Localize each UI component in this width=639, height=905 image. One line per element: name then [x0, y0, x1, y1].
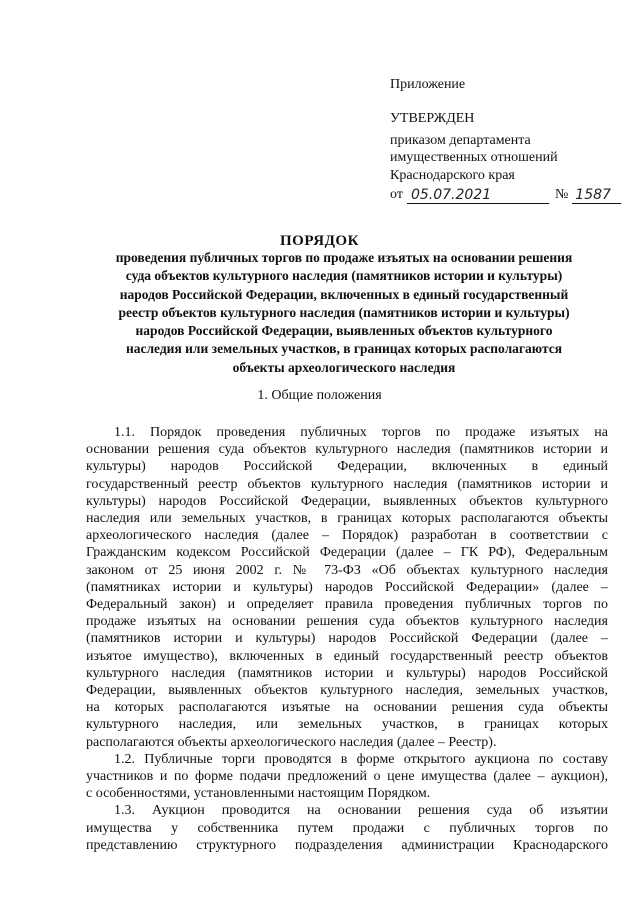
- body-line: Федерации, выявленных объектов культурного наследия, земельных участков,: [86, 683, 608, 699]
- body-line: на которых располагаются изъятые на основании решения суда объекты: [86, 700, 608, 716]
- subtitle-line: народов Российской Федерации, выявленных объектов культурного: [135, 323, 553, 339]
- approval-block: [390, 110, 621, 204]
- body-line: (памятниках истории и культуры) народов Российской Федерации» (далее –: [86, 579, 608, 595]
- document-body: [86, 424, 608, 854]
- appendix-label: Приложение: [390, 77, 466, 92]
- order-date-line: [390, 186, 621, 204]
- document-title: ПОРЯДОК: [280, 233, 359, 249]
- subtitle-line: проведения публичных торгов по продаже изъятых на основании решения: [115, 250, 573, 265]
- body-line: участников и по форме подачи предложений о цене имущества (далее – аукцион),: [86, 769, 608, 785]
- body-line: государственный реестр объектов культурного наследия (памятников истории и: [86, 476, 608, 492]
- body-line: культуры) народов Российской Федерации, включенных в единый: [86, 459, 608, 475]
- number-prefix: №: [554, 187, 569, 202]
- order-date: 05.07.2021: [407, 187, 549, 204]
- order-line: Краснодарского края: [390, 167, 515, 183]
- body-line: изъятое имущество), включенных в единый государственный реестр объектов: [86, 648, 608, 664]
- section-heading: 1. Общие положения: [257, 388, 382, 403]
- body-line: культуры) народов Российской Федерации, выявленных объектов культурного: [86, 493, 608, 509]
- subtitle-line: суда объектов культурного наследия (памятников истории и культуры): [125, 268, 563, 284]
- date-prefix: от: [390, 187, 403, 202]
- body-line: имущества у собственника путем продажи с публичных торгов по: [86, 820, 608, 836]
- body-line: наследия или земельных участков, в границах которых располагаются объекты: [86, 511, 608, 527]
- body-line: продаже изъятых на основании решения суда объектов культурного наследия: [86, 614, 608, 630]
- order-number: 1587: [572, 187, 621, 204]
- body-line: законом от 25 июня 2002 г. № 73-ФЗ «Об объектах культурного наследия: [86, 562, 608, 578]
- body-line: культурного наследия, или земельных участков, в границах которых: [86, 717, 608, 733]
- order-line: приказом департамента: [390, 132, 531, 148]
- body-line: 1.1. Порядок проведения публичных торгов по продаже изъятых на: [114, 425, 608, 440]
- body-line: с особенностями, установленными настоящим Порядком.: [86, 786, 431, 802]
- body-line: располагаются объекты археологического наследия (далее – Реестр).: [86, 734, 497, 750]
- subtitle-line: наследия или земельных участков, в границах которых располагаются: [125, 341, 563, 357]
- body-line: Гражданским кодексом Российской Федерации (далее – ГК РФ), Федеральным: [86, 545, 608, 561]
- approved-label: УТВЕРЖДЕН: [390, 111, 475, 126]
- body-line: представлению структурного подразделения администрации Краснодарского: [86, 837, 608, 853]
- body-line: 1.3. Аукцион проводится на основании решения суда об изъятии: [114, 803, 608, 819]
- order-line: имущественных отношений: [390, 150, 558, 165]
- body-line: 1.2. Публичные торги проводятся в форме открытого аукциона по составу: [114, 751, 608, 767]
- body-line: Федеральный закон) и определяет правила проведения публичных торгов по: [86, 597, 608, 613]
- subtitle-line: реестр объектов культурного наследия (памятников истории и культуры): [118, 304, 570, 320]
- body-line: культурного наследия (памятников истории и культуры) народов Российской: [86, 665, 608, 681]
- body-line: (памятников истории и культуры) народов Российской Федерации (далее –: [86, 631, 608, 647]
- document-subtitle: [82, 249, 606, 377]
- body-line: основании решения суда объектов культурного наследия (памятников истории и: [86, 442, 608, 458]
- body-line: археологического наследия (далее – Порядок) разработан в соответствии с: [86, 528, 608, 544]
- subtitle-line: объекты археологического наследия: [232, 359, 456, 375]
- subtitle-line: народов Российской Федерации, включенных в единый государственный: [119, 286, 569, 302]
